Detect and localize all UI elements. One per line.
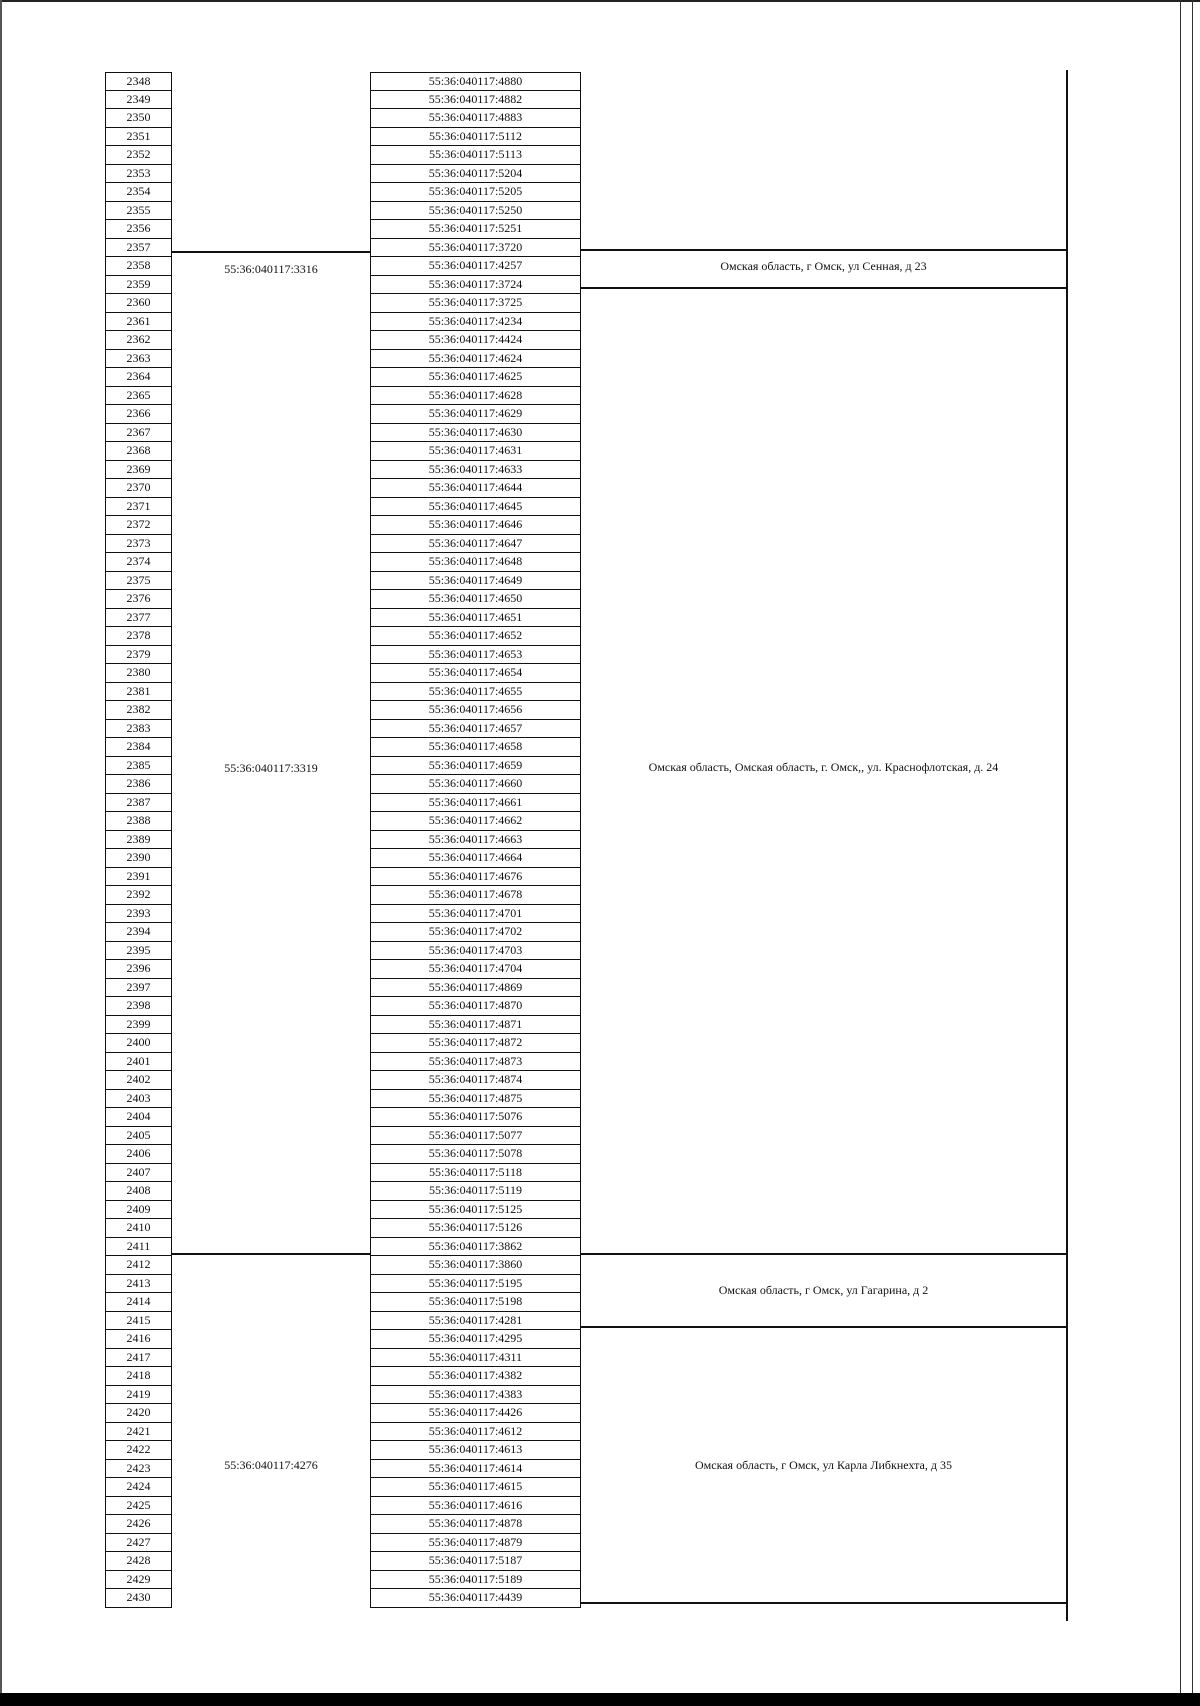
object-number-cell: 55:36:040117:5077 bbox=[370, 1127, 581, 1146]
object-number-cell: 55:36:040117:4882 bbox=[370, 91, 581, 110]
object-number-cell: 55:36:040117:4651 bbox=[370, 609, 581, 628]
row-number-cell: 2373 bbox=[105, 535, 172, 554]
object-number-cell: 55:36:040117:4869 bbox=[370, 979, 581, 998]
object-number-cell: 55:36:040117:4655 bbox=[370, 683, 581, 702]
object-number-cell: 55:36:040117:3720 bbox=[370, 239, 581, 258]
page-left-border bbox=[0, 0, 2, 1693]
object-number-cell: 55:36:040117:4633 bbox=[370, 461, 581, 480]
row-number-cell: 2429 bbox=[105, 1571, 172, 1590]
parcel-number: 55:36:040117:3316 bbox=[224, 262, 318, 276]
parcel-number: 55:36:040117:3319 bbox=[224, 761, 318, 775]
row-number-cell: 2360 bbox=[105, 294, 172, 313]
object-number-cell: 55:36:040117:4295 bbox=[370, 1330, 581, 1349]
row-number-cell: 2380 bbox=[105, 664, 172, 683]
object-number-cell: 55:36:040117:3862 bbox=[370, 1238, 581, 1257]
object-number-cell: 55:36:040117:4644 bbox=[370, 479, 581, 498]
row-number-cell: 2393 bbox=[105, 905, 172, 924]
row-number-cell: 2416 bbox=[105, 1330, 172, 1349]
row-number-cell: 2400 bbox=[105, 1034, 172, 1053]
object-number-cell: 55:36:040117:4383 bbox=[370, 1386, 581, 1405]
row-number-cell: 2392 bbox=[105, 886, 172, 905]
row-number-cell: 2353 bbox=[105, 165, 172, 184]
object-number-cell: 55:36:040117:4382 bbox=[370, 1367, 581, 1386]
row-number-cell: 2411 bbox=[105, 1238, 172, 1257]
row-number-cell: 2369 bbox=[105, 461, 172, 480]
object-number-cell: 55:36:040117:4704 bbox=[370, 960, 581, 979]
object-number-cell: 55:36:040117:4628 bbox=[370, 387, 581, 406]
object-number-cell: 55:36:040117:4281 bbox=[370, 1312, 581, 1331]
row-number-cell: 2371 bbox=[105, 498, 172, 517]
object-number-cell: 55:36:040117:4645 bbox=[370, 498, 581, 517]
object-number-cell: 55:36:040117:3860 bbox=[370, 1256, 581, 1275]
object-number-cell: 55:36:040117:4650 bbox=[370, 590, 581, 609]
row-number-cell: 2372 bbox=[105, 516, 172, 535]
row-number-cell: 2389 bbox=[105, 831, 172, 850]
group-divider bbox=[581, 1253, 1067, 1255]
group-divider bbox=[581, 1602, 1067, 1604]
row-number-cell: 2352 bbox=[105, 146, 172, 165]
row-number-cell: 2408 bbox=[105, 1182, 172, 1201]
object-number-cell: 55:36:040117:5250 bbox=[370, 202, 581, 221]
object-number-cell: 55:36:040117:4631 bbox=[370, 442, 581, 461]
row-number-cell: 2390 bbox=[105, 849, 172, 868]
object-number-cell: 55:36:040117:5204 bbox=[370, 165, 581, 184]
object-number-cell: 55:36:040117:5078 bbox=[370, 1145, 581, 1164]
object-number-cell: 55:36:040117:4678 bbox=[370, 886, 581, 905]
object-number-cell: 55:36:040117:5112 bbox=[370, 128, 581, 147]
object-number-cell: 55:36:040117:4424 bbox=[370, 331, 581, 350]
row-number-cell: 2399 bbox=[105, 1016, 172, 1035]
object-number-cell: 55:36:040117:5205 bbox=[370, 183, 581, 202]
row-number-cell: 2410 bbox=[105, 1219, 172, 1238]
page-top-border bbox=[0, 0, 1200, 2]
object-number-cell: 55:36:040117:5118 bbox=[370, 1164, 581, 1183]
group-divider bbox=[581, 1326, 1067, 1328]
object-number-cell: 55:36:040117:4874 bbox=[370, 1071, 581, 1090]
row-number-cell: 2351 bbox=[105, 128, 172, 147]
row-number-cell: 2379 bbox=[105, 646, 172, 665]
object-number-cell: 55:36:040117:4257 bbox=[370, 257, 581, 276]
row-number-cell: 2382 bbox=[105, 701, 172, 720]
object-number-cell: 55:36:040117:4311 bbox=[370, 1349, 581, 1368]
group-divider bbox=[581, 287, 1067, 289]
object-number-cell: 55:36:040117:4883 bbox=[370, 109, 581, 128]
object-number-cell: 55:36:040117:4879 bbox=[370, 1534, 581, 1553]
object-number-cell: 55:36:040117:4870 bbox=[370, 997, 581, 1016]
row-number-cell: 2415 bbox=[105, 1312, 172, 1331]
row-number-cell: 2349 bbox=[105, 91, 172, 110]
object-number-cell: 55:36:040117:4647 bbox=[370, 535, 581, 554]
address: Омская область, г Омск, ул Карла Либкнехта, д 35 bbox=[695, 1458, 952, 1472]
object-number-cell: 55:36:040117:4614 bbox=[370, 1460, 581, 1479]
row-number-cell: 2425 bbox=[105, 1497, 172, 1516]
row-number-cell: 2358 bbox=[105, 257, 172, 276]
object-number-cell: 55:36:040117:4875 bbox=[370, 1090, 581, 1109]
row-number-cell: 2384 bbox=[105, 738, 172, 757]
object-number-cell: 55:36:040117:5198 bbox=[370, 1293, 581, 1312]
row-number-cell: 2387 bbox=[105, 794, 172, 813]
row-number-cell: 2388 bbox=[105, 812, 172, 831]
object-number-cell: 55:36:040117:4658 bbox=[370, 738, 581, 757]
object-number-cell: 55:36:040117:4630 bbox=[370, 424, 581, 443]
object-number-cell: 55:36:040117:5189 bbox=[370, 1571, 581, 1590]
object-number-cell: 55:36:040117:4629 bbox=[370, 405, 581, 424]
object-number-cell: 55:36:040117:4871 bbox=[370, 1016, 581, 1035]
page-right-line bbox=[1192, 0, 1193, 1693]
object-number-cell: 55:36:040117:4878 bbox=[370, 1515, 581, 1534]
object-number-cell: 55:36:040117:5195 bbox=[370, 1275, 581, 1294]
object-number-cell: 55:36:040117:3725 bbox=[370, 294, 581, 313]
object-number-cell: 55:36:040117:4616 bbox=[370, 1497, 581, 1516]
group-divider bbox=[172, 251, 370, 253]
object-number-cell: 55:36:040117:4649 bbox=[370, 572, 581, 591]
object-number-cell: 55:36:040117:4880 bbox=[370, 72, 581, 91]
object-number-cell: 55:36:040117:4439 bbox=[370, 1589, 581, 1608]
row-number-cell: 2375 bbox=[105, 572, 172, 591]
page-right-line bbox=[1180, 0, 1181, 1693]
object-number-cell: 55:36:040117:4664 bbox=[370, 849, 581, 868]
row-number-cell: 2368 bbox=[105, 442, 172, 461]
object-number-cell: 55:36:040117:4654 bbox=[370, 664, 581, 683]
object-number-cell: 55:36:040117:5251 bbox=[370, 220, 581, 239]
row-number-cell: 2376 bbox=[105, 590, 172, 609]
row-number-cell: 2364 bbox=[105, 368, 172, 387]
table-right-border bbox=[1066, 70, 1068, 1621]
object-number-cell: 55:36:040117:4652 bbox=[370, 627, 581, 646]
object-number-cell: 55:36:040117:5126 bbox=[370, 1219, 581, 1238]
row-number-cell: 2406 bbox=[105, 1145, 172, 1164]
row-number-cell: 2354 bbox=[105, 183, 172, 202]
address: Омская область, г Омск, ул Гагарина, д 2 bbox=[718, 1283, 929, 1297]
row-number-cell: 2363 bbox=[105, 350, 172, 369]
row-number-cell: 2419 bbox=[105, 1386, 172, 1405]
row-number-cell: 2377 bbox=[105, 609, 172, 628]
group-divider bbox=[172, 1253, 370, 1255]
row-number-cell: 2413 bbox=[105, 1275, 172, 1294]
row-number-cell: 2385 bbox=[105, 757, 172, 776]
row-number-cell: 2383 bbox=[105, 720, 172, 739]
row-number-cell: 2398 bbox=[105, 997, 172, 1016]
row-number-cell: 2428 bbox=[105, 1552, 172, 1571]
object-number-cell: 55:36:040117:4676 bbox=[370, 868, 581, 887]
row-number-cell: 2407 bbox=[105, 1164, 172, 1183]
object-number-cell: 55:36:040117:4653 bbox=[370, 646, 581, 665]
object-number-cell: 55:36:040117:4659 bbox=[370, 757, 581, 776]
row-number-cell: 2386 bbox=[105, 775, 172, 794]
object-number-cell: 55:36:040117:4663 bbox=[370, 831, 581, 850]
object-number-cell: 55:36:040117:5125 bbox=[370, 1201, 581, 1220]
row-number-cell: 2370 bbox=[105, 479, 172, 498]
row-number-cell: 2430 bbox=[105, 1589, 172, 1608]
row-number-cell: 2397 bbox=[105, 979, 172, 998]
object-number-cell: 55:36:040117:4648 bbox=[370, 553, 581, 572]
row-number-cell: 2420 bbox=[105, 1404, 172, 1423]
object-number-cell: 55:36:040117:4701 bbox=[370, 905, 581, 924]
object-number-cell: 55:36:040117:4662 bbox=[370, 812, 581, 831]
page-bottom-band bbox=[0, 1693, 1200, 1706]
parcel-number: 55:36:040117:4276 bbox=[224, 1458, 318, 1472]
object-number-cell: 55:36:040117:4613 bbox=[370, 1441, 581, 1460]
address: Омская область, г Омск, ул Сенная, д 23 bbox=[720, 259, 927, 273]
row-number-cell: 2367 bbox=[105, 424, 172, 443]
row-number-cell: 2378 bbox=[105, 627, 172, 646]
row-number-cell: 2348 bbox=[105, 72, 172, 91]
row-number-cell: 2424 bbox=[105, 1478, 172, 1497]
row-number-cell: 2402 bbox=[105, 1071, 172, 1090]
row-number-cell: 2361 bbox=[105, 313, 172, 332]
row-number-cell: 2427 bbox=[105, 1534, 172, 1553]
row-number-cell: 2356 bbox=[105, 220, 172, 239]
address: Омская область, Омская область, г. Омск,, ул. Краснофлотская, д. 24 bbox=[648, 760, 999, 774]
row-number-cell: 2423 bbox=[105, 1460, 172, 1479]
object-number-cell: 55:36:040117:4646 bbox=[370, 516, 581, 535]
object-number-cell: 55:36:040117:3724 bbox=[370, 276, 581, 295]
row-number-cell: 2362 bbox=[105, 331, 172, 350]
row-number-cell: 2403 bbox=[105, 1090, 172, 1109]
row-number-cell: 2359 bbox=[105, 276, 172, 295]
row-number-cell: 2401 bbox=[105, 1053, 172, 1072]
object-number-cell: 55:36:040117:4872 bbox=[370, 1034, 581, 1053]
row-number-cell: 2418 bbox=[105, 1367, 172, 1386]
object-number-cell: 55:36:040117:5119 bbox=[370, 1182, 581, 1201]
object-number-cell: 55:36:040117:4660 bbox=[370, 775, 581, 794]
row-number-cell: 2426 bbox=[105, 1515, 172, 1534]
row-number-cell: 2414 bbox=[105, 1293, 172, 1312]
row-number-cell: 2355 bbox=[105, 202, 172, 221]
row-number-cell: 2396 bbox=[105, 960, 172, 979]
row-number-cell: 2357 bbox=[105, 239, 172, 258]
object-number-cell: 55:36:040117:5113 bbox=[370, 146, 581, 165]
object-number-cell: 55:36:040117:5187 bbox=[370, 1552, 581, 1571]
object-number-cell: 55:36:040117:4703 bbox=[370, 942, 581, 961]
row-number-cell: 2374 bbox=[105, 553, 172, 572]
row-number-cell: 2405 bbox=[105, 1127, 172, 1146]
row-number-cell: 2366 bbox=[105, 405, 172, 424]
row-number-cell: 2409 bbox=[105, 1201, 172, 1220]
row-number-cell: 2365 bbox=[105, 387, 172, 406]
row-number-cell: 2421 bbox=[105, 1423, 172, 1442]
row-number-cell: 2394 bbox=[105, 923, 172, 942]
object-number-cell: 55:36:040117:5076 bbox=[370, 1108, 581, 1127]
object-number-cell: 55:36:040117:4234 bbox=[370, 313, 581, 332]
object-number-cell: 55:36:040117:4615 bbox=[370, 1478, 581, 1497]
row-number-cell: 2422 bbox=[105, 1441, 172, 1460]
object-number-cell: 55:36:040117:4625 bbox=[370, 368, 581, 387]
group-divider bbox=[581, 249, 1067, 251]
object-number-cell: 55:36:040117:4702 bbox=[370, 923, 581, 942]
object-number-cell: 55:36:040117:4624 bbox=[370, 350, 581, 369]
row-number-cell: 2417 bbox=[105, 1349, 172, 1368]
object-number-cell: 55:36:040117:4661 bbox=[370, 794, 581, 813]
row-number-cell: 2391 bbox=[105, 868, 172, 887]
row-number-cell: 2350 bbox=[105, 109, 172, 128]
object-number-cell: 55:36:040117:4656 bbox=[370, 701, 581, 720]
row-number-cell: 2412 bbox=[105, 1256, 172, 1275]
object-number-cell: 55:36:040117:4873 bbox=[370, 1053, 581, 1072]
row-number-cell: 2381 bbox=[105, 683, 172, 702]
row-number-cell: 2395 bbox=[105, 942, 172, 961]
object-number-cell: 55:36:040117:4657 bbox=[370, 720, 581, 739]
row-number-cell: 2404 bbox=[105, 1108, 172, 1127]
object-number-cell: 55:36:040117:4426 bbox=[370, 1404, 581, 1423]
object-number-cell: 55:36:040117:4612 bbox=[370, 1423, 581, 1442]
